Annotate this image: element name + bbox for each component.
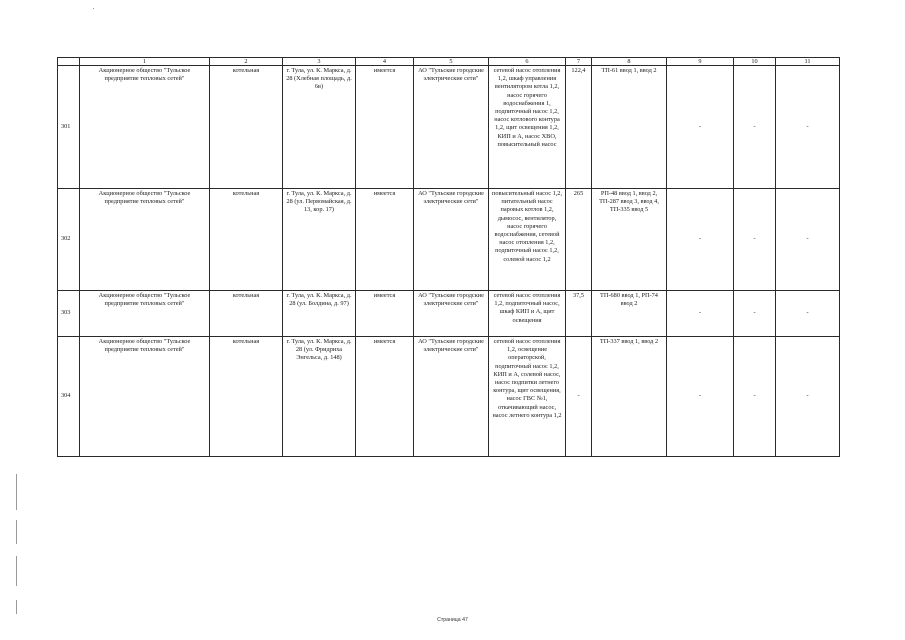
header-cell: 9 — [667, 58, 734, 66]
header-cell-num — [58, 58, 80, 66]
substation-cell: ТП-680 ввод 1, РП-74 ввод 2 — [592, 291, 667, 337]
organization-cell: Акционерное общество "Тульское предприятие тепловых сетей" — [80, 189, 210, 291]
power-cell: 37,5 — [566, 291, 592, 337]
row-number: 302 — [58, 189, 80, 291]
header-cell: 2 — [210, 58, 283, 66]
col9-cell: - — [667, 189, 734, 291]
header-cell: 7 — [566, 58, 592, 66]
header-cell: 1 — [80, 58, 210, 66]
supplier-cell: АО "Тульские городские электрические сети" — [414, 66, 489, 189]
availability-cell: имеется — [356, 337, 414, 457]
substation-cell: ТП-61 ввод 1, ввод 2 — [592, 66, 667, 189]
col11-cell: - — [776, 189, 840, 291]
facility-type-cell: котельная — [210, 189, 283, 291]
table-row — [58, 66, 840, 189]
organization-cell: Акционерное общество "Тульское предприятие тепловых сетей" — [80, 337, 210, 457]
availability-cell: имеется — [356, 291, 414, 337]
address-cell: г. Тула, ул. К. Маркса, д. 28 (ул. Фридриха Энгельса, д. 148) — [283, 337, 356, 457]
scan-mark — [16, 520, 17, 544]
facility-type-cell: котельная — [210, 66, 283, 189]
substation-cell: РП-48 ввод 1, ввод 2, ТП-287 ввод 3, ввод 4, ТП-335 ввод 5 — [592, 189, 667, 291]
col10-cell: - — [734, 66, 776, 189]
scan-mark — [93, 8, 94, 9]
header-cell: 5 — [414, 58, 489, 66]
supplier-cell: АО "Тульские городские электрические сети" — [414, 291, 489, 337]
facility-type-cell: котельная — [210, 337, 283, 457]
page-footer: Страница 47 — [437, 617, 468, 623]
organization-cell: Акционерное общество "Тульское предприятие тепловых сетей" — [80, 66, 210, 189]
col9-cell: - — [667, 291, 734, 337]
col10-cell: - — [734, 189, 776, 291]
col9-cell: - — [667, 66, 734, 189]
header-cell: 8 — [592, 58, 667, 66]
header-cell: 11 — [776, 58, 840, 66]
row-number: 301 — [58, 66, 80, 189]
row-number: 304 — [58, 337, 80, 457]
col9-cell: - — [667, 337, 734, 457]
header-row — [58, 58, 840, 66]
scan-mark — [16, 556, 17, 586]
col11-cell: - — [776, 66, 840, 189]
address-cell: г. Тула, ул. К. Маркса, д. 28 (ул. Болдина, д. 97) — [283, 291, 356, 337]
address-cell: г. Тула, ул. К. Маркса, д. 28 (ул. Первомайская, д. 13, кор. 17) — [283, 189, 356, 291]
scan-mark — [16, 600, 17, 614]
equipment-cell: сетевой насос отопления 1,2, шкаф управления вентилятором котла 1,2, насос горячего водоснабжения 1, подпиточный насос 1,2, насос котлового контура 1,2, щит освещения 1,2, КИП и А, насос ХВО, повысительный насос — [489, 66, 566, 189]
power-cell: 265 — [566, 189, 592, 291]
availability-cell: имеется — [356, 189, 414, 291]
equipment-cell: сетевой насос отопления 1,2, освещение операторской, подпиточный насос 1,2, КИП и А, солевой насос, насос подпитки летнего контура, щит освещения, насос ГВС №1, откачивающий насос, насос летнего контура 1,2 — [489, 337, 566, 457]
supplier-cell: АО "Тульские городские электрические сети" — [414, 337, 489, 457]
header-cell: 6 — [489, 58, 566, 66]
table-row — [58, 189, 840, 291]
table-row — [58, 337, 840, 457]
header-cell: 3 — [283, 58, 356, 66]
scan-mark — [16, 474, 17, 510]
col11-cell: - — [776, 291, 840, 337]
col10-cell: - — [734, 337, 776, 457]
equipment-cell: повысительный насос 1,2, питательный насос паровых котлов 1,2, дымосос, вентилятор, насос горячего водоснабжения, сетевой насос отопления 1,2, подпиточный насос 1,2, солевой насос 1,2 — [489, 189, 566, 291]
availability-cell: имеется — [356, 66, 414, 189]
equipment-cell: сетевой насос отопления 1,2, подпиточный насос, шкаф КИП и А, щит освещения — [489, 291, 566, 337]
register-table — [57, 57, 840, 457]
substation-cell: ТП-337 ввод 1, ввод 2 — [592, 337, 667, 457]
address-cell: г. Тула, ул. К. Маркса, д. 28 (Хлебная площадь, д. 6в) — [283, 66, 356, 189]
table-row — [58, 291, 840, 337]
col11-cell: - — [776, 337, 840, 457]
organization-cell: Акционерное общество "Тульское предприятие тепловых сетей" — [80, 291, 210, 337]
col10-cell: - — [734, 291, 776, 337]
power-cell: - — [566, 337, 592, 457]
header-cell: 10 — [734, 58, 776, 66]
supplier-cell: АО "Тульские городские электрические сети" — [414, 189, 489, 291]
facility-type-cell: котельная — [210, 291, 283, 337]
power-cell: 122,4 — [566, 66, 592, 189]
row-number: 303 — [58, 291, 80, 337]
header-cell: 4 — [356, 58, 414, 66]
